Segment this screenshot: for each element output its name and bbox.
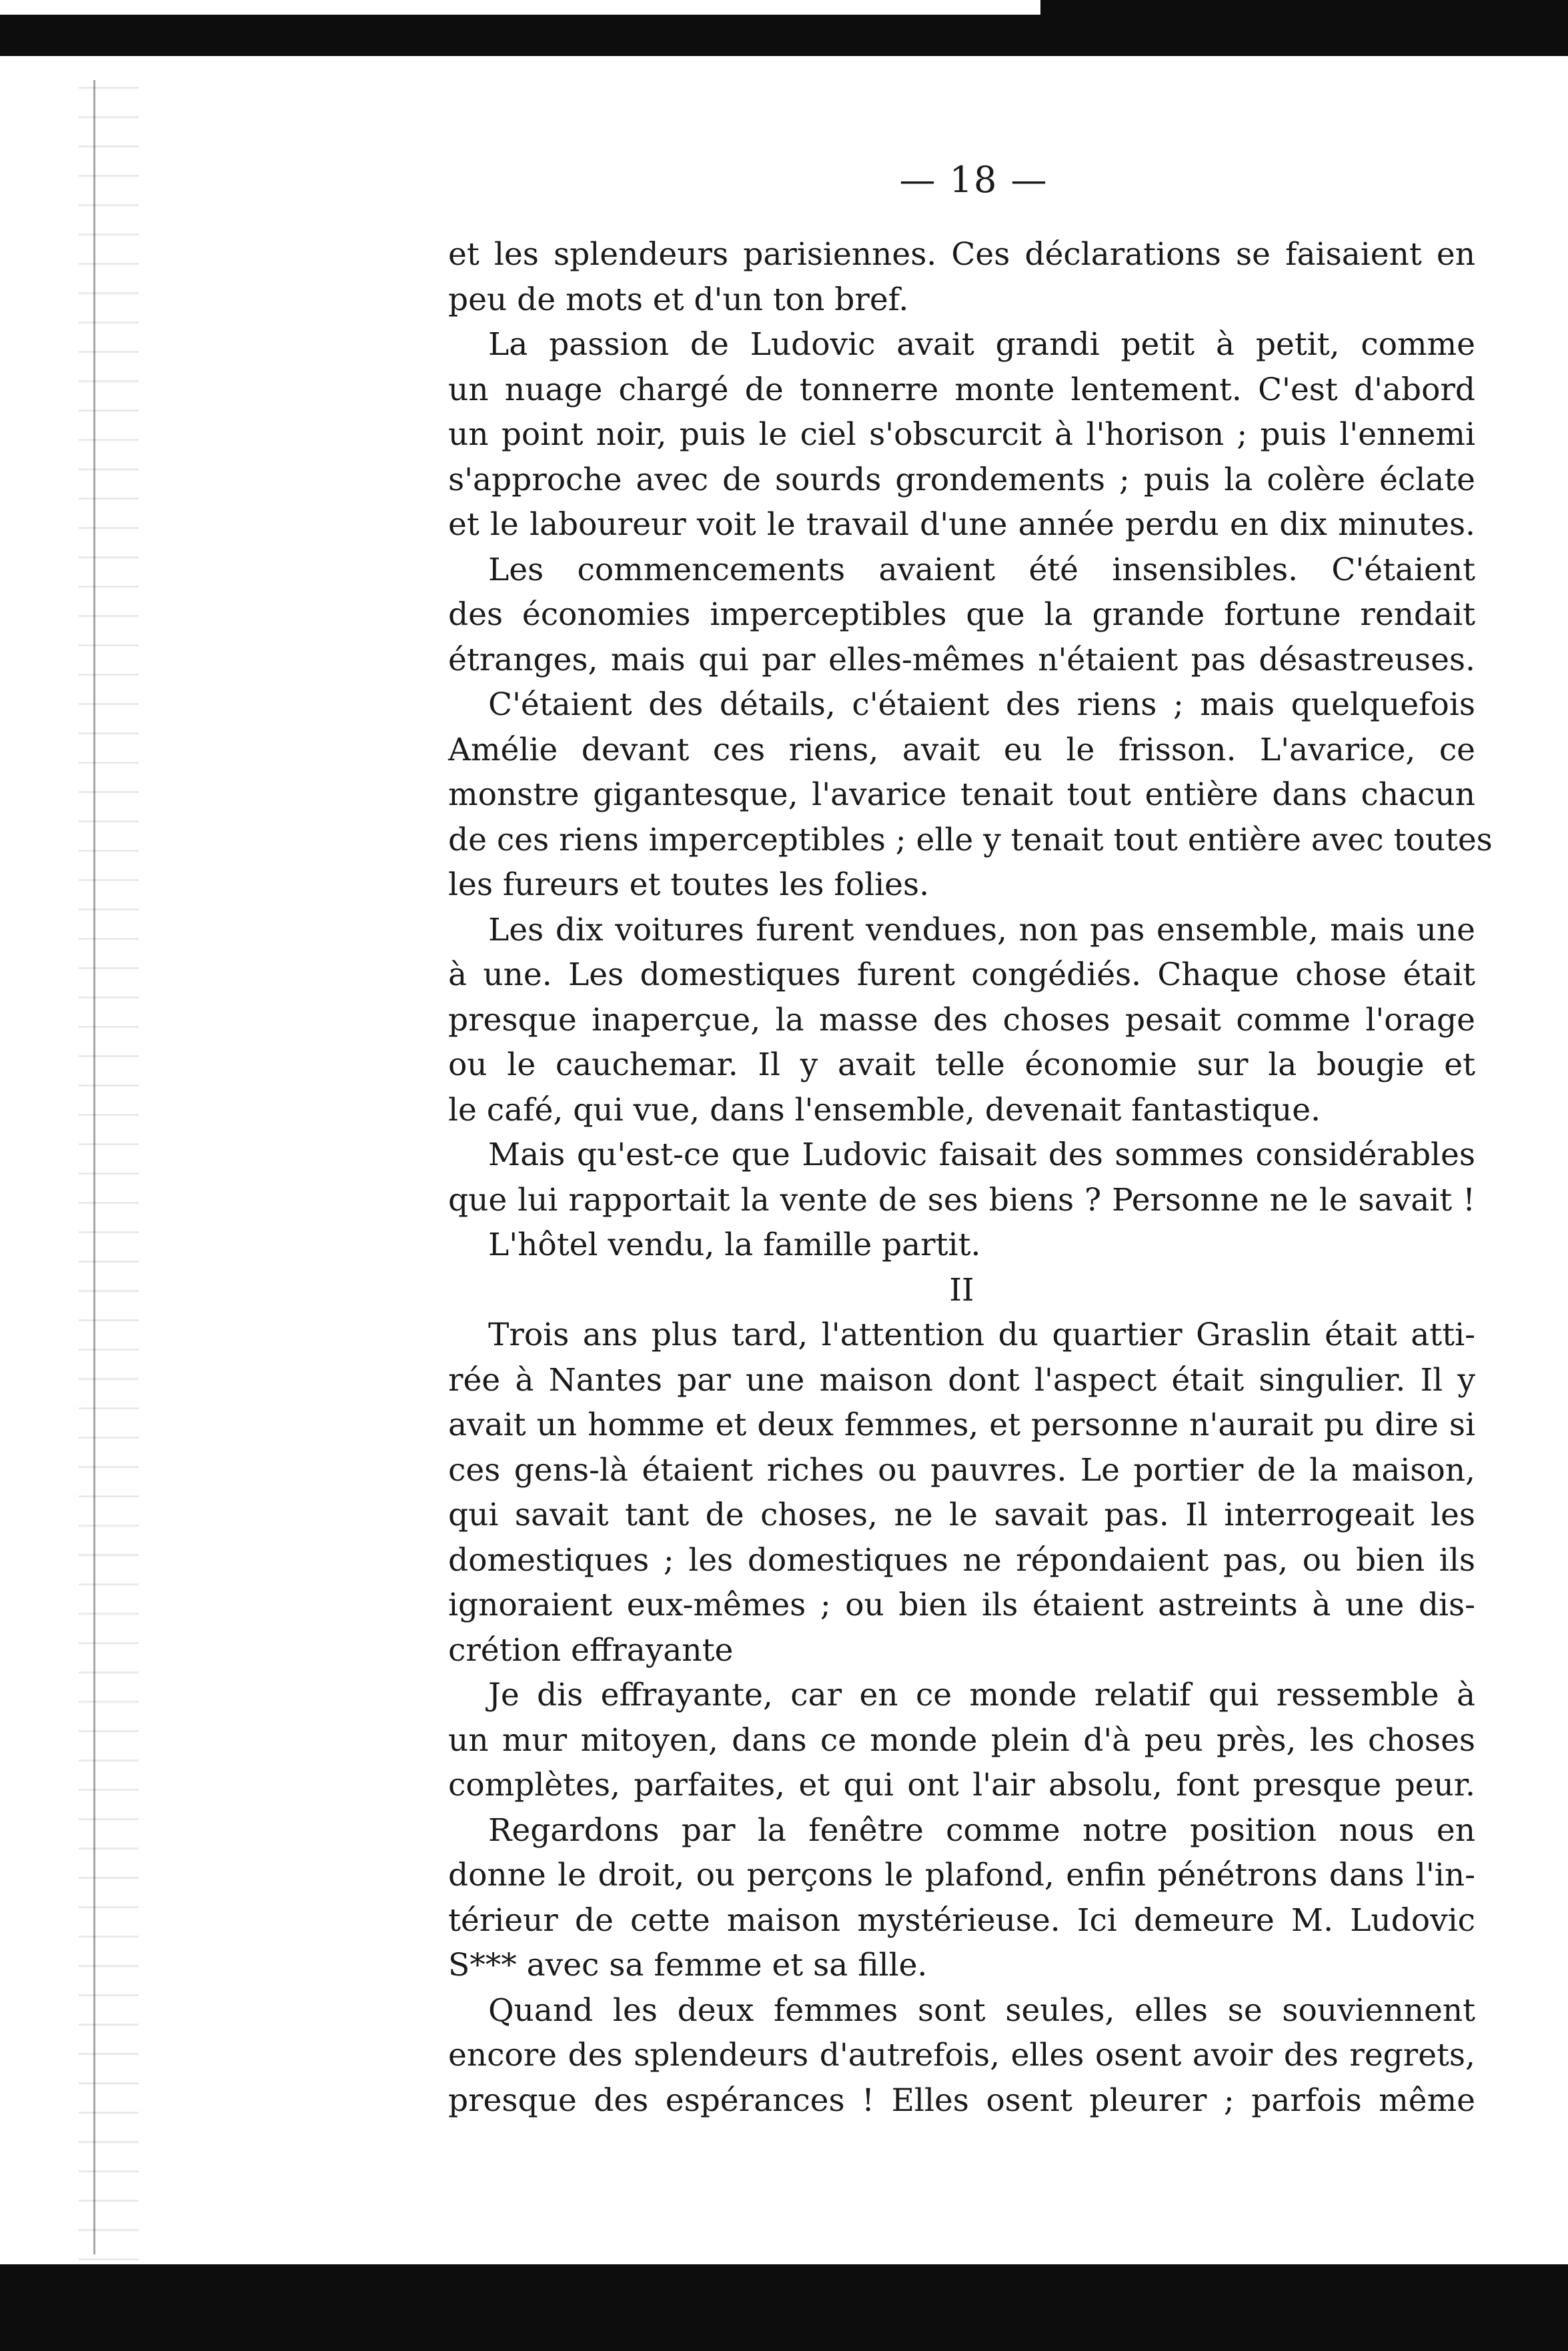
text-line: Amélie devant ces riens, avait eu le frisson. L'avarice, ce	[448, 731, 1475, 768]
text-line: L'hôtel vendu, la famille partit.	[488, 1227, 981, 1263]
page-body	[448, 232, 1493, 2123]
text-line: Je dis effrayante, car en ce monde relatif qui ressemble à	[488, 1677, 1475, 1713]
text-line: Les dix voitures furent vendues, non pas ensemble, mais une	[488, 911, 1475, 948]
text-line: étranges, mais qui par elles-mêmes n'étaient pas désastreuses.	[448, 641, 1475, 678]
text-line: un mur mitoyen, dans ce monde plein d'à peu près, les choses	[448, 1721, 1475, 1759]
text-line: avait un homme et deux femmes, et personne n'aurait pu dire si	[448, 1407, 1475, 1443]
page-number: — 18 —	[899, 159, 1048, 201]
text-line: et le laboureur voit le travail d'une année perdu en dix minutes.	[448, 506, 1475, 543]
text-line: rée à Nantes par une maison dont l'aspect était singulier. Il y	[448, 1361, 1475, 1399]
text-line: le café, qui vue, dans l'ensemble, devenait fantastique.	[448, 1091, 1321, 1128]
text-line: ou le cauchemar. Il y avait telle économie sur la bougie et	[448, 1046, 1475, 1083]
section-heading: II	[949, 1271, 974, 1309]
text-line: de ces riens imperceptibles ; elle y tenait tout entière avec toutes	[448, 821, 1493, 858]
binding-edge	[93, 80, 95, 2254]
text-line: crétion effrayante	[448, 1631, 734, 1669]
text-line: ces gens-là étaient riches ou pauvres. Le portier de la maison,	[448, 1451, 1475, 1489]
text-line: presque des espérances ! Elles osent pleurer ; parfois même	[448, 2082, 1475, 2119]
text-line: presque inaperçue, la masse des choses pesait comme l'orage	[448, 1001, 1475, 1038]
text-line: Mais qu'est-ce que Ludovic faisait des sommes considérables	[488, 1136, 1475, 1173]
text-line: S*** avec sa femme et sa fille.	[448, 1947, 928, 1984]
text-line: monstre gigantesque, l'avarice tenait tout entière dans chacun	[448, 776, 1475, 813]
text-line: térieur de cette maison mystérieuse. Ici demeure M. Ludovic	[448, 1901, 1475, 1939]
text-line: et les splendeurs parisiennes. Ces déclarations se faisaient en	[448, 236, 1475, 273]
text-line: un point noir, puis le ciel s'obscurcit à l'horison ; puis l'ennemi	[448, 416, 1475, 453]
text-line: des économies imperceptibles que la grande fortune rendait	[448, 596, 1475, 633]
text-line: domestiques ; les domestiques ne répondaient pas, ou bien ils	[448, 1541, 1475, 1579]
text-line: qui savait tant de choses, ne le savait pas. Il interrogeait les	[448, 1497, 1475, 1533]
text-line: s'approche avec de sourds grondements ; puis la colère éclate	[448, 461, 1475, 498]
binding-shadow	[79, 60, 139, 2261]
text-line: les fureurs et toutes les folies.	[448, 866, 930, 903]
text-line: C'étaient des détails, c'étaient des riens ; mais quelquefois	[488, 686, 1475, 723]
text-line: donne le droit, ou perçons le plafond, enfin pénétrons dans l'in-	[448, 1857, 1475, 1893]
text-line: Quand les deux femmes sont seules, elles se souviennent	[488, 1992, 1475, 2029]
text-line: Les commencements avaient été insensibles. C'étaient	[488, 551, 1475, 588]
scan-border-bottom	[0, 2264, 1568, 2351]
text-line: Trois ans plus tard, l'attention du quartier Graslin était atti-	[488, 1317, 1475, 1353]
text-line: peu de mots et d'un ton bref.	[448, 281, 909, 318]
text-line: un nuage chargé de tonnerre monte lentement. C'est d'abord	[448, 371, 1475, 408]
text-line: que lui rapportait la vente de ses biens ? Personne ne le savait !	[448, 1181, 1475, 1219]
text-line: encore des splendeurs d'autrefois, elles osent avoir des regrets,	[448, 2037, 1475, 2074]
text-line: à une. Les domestiques furent congédiés. Chaque chose était	[448, 956, 1475, 993]
text-line: Regardons par la fenêtre comme notre position nous en	[488, 1811, 1475, 1849]
scan-border-top-gap	[0, 0, 1040, 15]
text-line: La passion de Ludovic avait grandi petit à petit, comme	[488, 326, 1475, 363]
text-line: ignoraient eux-mêmes ; ou bien ils étaient astreints à une dis-	[448, 1587, 1475, 1623]
text-line: complètes, parfaites, et qui ont l'air absolu, font presque peur.	[448, 1767, 1475, 1803]
